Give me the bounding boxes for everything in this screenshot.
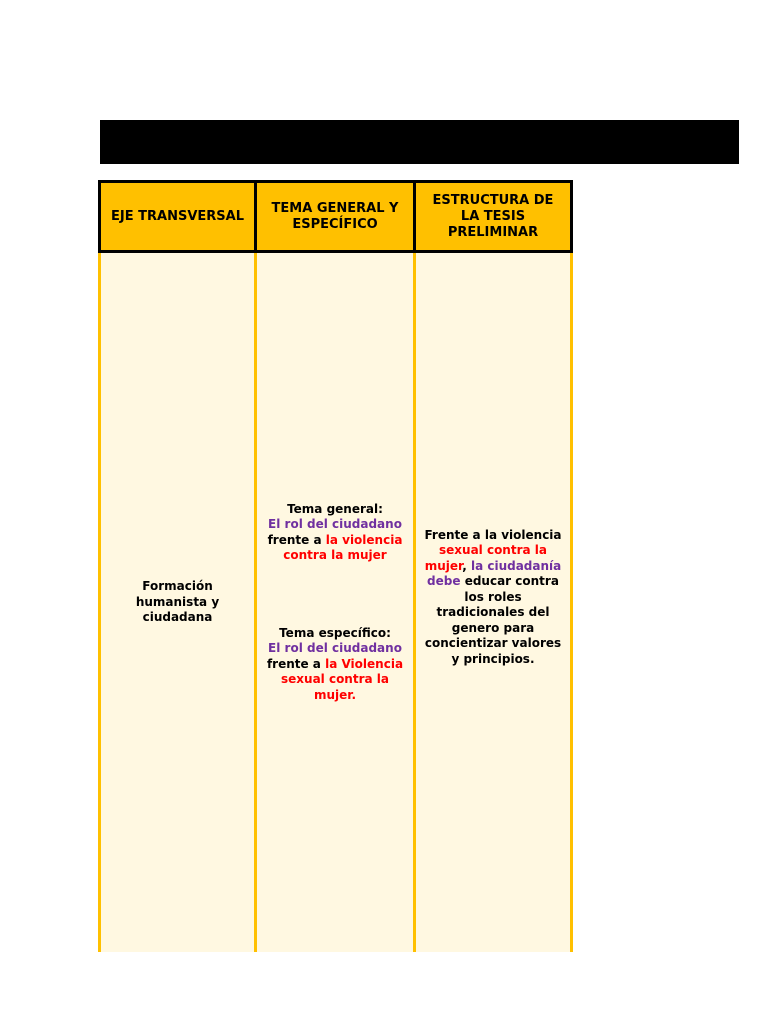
tema-general-red: la violencia contra la mujer	[283, 532, 403, 563]
tesis-comma: ,	[462, 558, 467, 573]
tema-especifico-block	[261, 626, 409, 704]
tema-especifico-mid: frente a	[266, 656, 326, 671]
tema-general-purple: El rol del ciudadano	[268, 517, 402, 532]
tesis-intro: Frente a la violencia	[424, 527, 562, 542]
header-estructura-tesis: ESTRUCTURA DE LA TESIS PRELIMINAR	[413, 180, 573, 253]
tema-general-mid: frente a	[267, 532, 326, 547]
tema-general-block	[261, 502, 409, 564]
tesis-text	[420, 528, 566, 668]
tema-general-label: Tema general:	[287, 501, 383, 516]
header-eje-transversal: EJE TRANSVERSAL	[98, 180, 254, 253]
tesis-red: sexual contra la mujer	[424, 543, 547, 573]
eje-text: Formación humanista y ciudadana	[135, 579, 220, 625]
tema-especifico-red: la Violencia sexual contra la mujer	[281, 656, 404, 702]
cell-tesis	[413, 253, 573, 952]
cell-eje	[98, 253, 254, 952]
tesis-purple: la ciudadanía debe	[427, 558, 562, 589]
tema-stack	[261, 502, 409, 704]
cell-tema	[254, 253, 413, 952]
tema-especifico-end: .	[351, 687, 357, 702]
tesis-rest: educar contra los roles tradicionales del genero para concientizar valores y principios.	[424, 574, 562, 666]
header-tema-general: TEMA GENERAL Y ESPECÍFICO	[254, 180, 413, 253]
thesis-table	[98, 180, 573, 952]
title-bar	[100, 120, 739, 164]
tema-especifico-label: Tema específico:	[279, 625, 391, 640]
tema-especifico-purple: El rol del ciudadano	[268, 641, 402, 656]
